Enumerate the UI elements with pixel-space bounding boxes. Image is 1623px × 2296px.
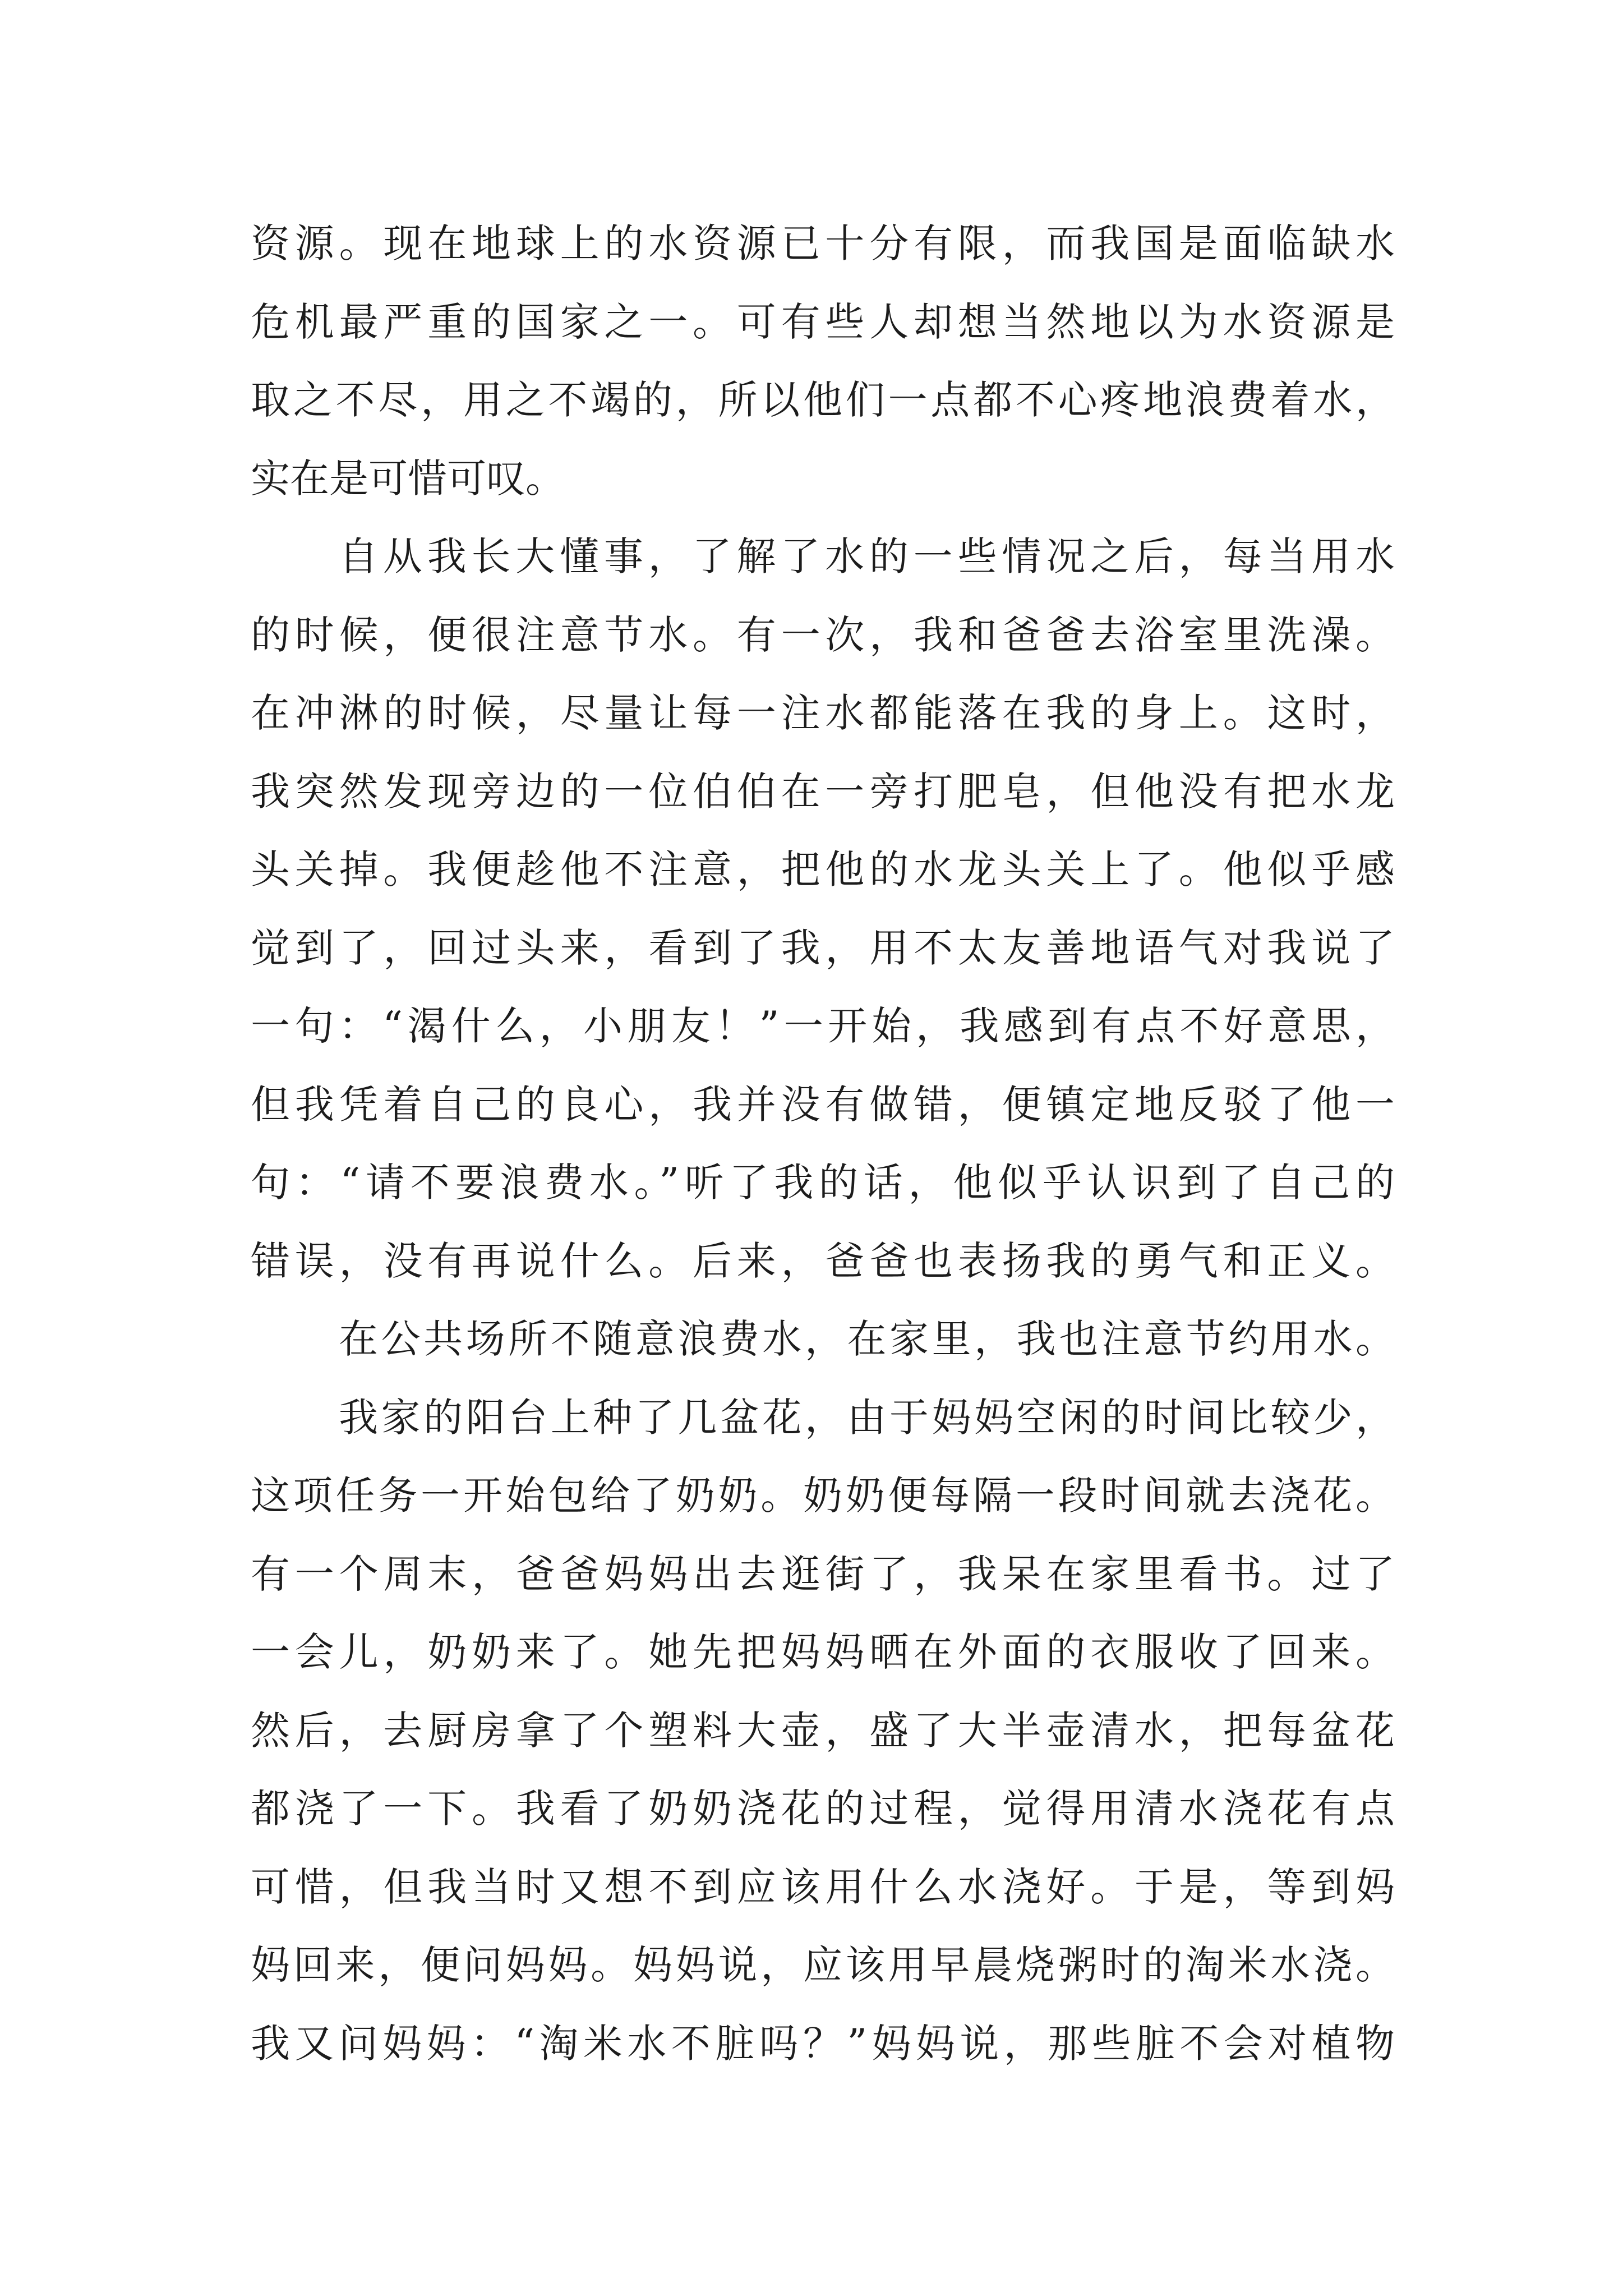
text-line: 在冲淋的时候，尽量让每一注水都能落在我的身上。这时， (251, 690, 1395, 736)
text-line: 觉到了，回过头来，看到了我，用不太友善地语气对我说了 (251, 924, 1395, 971)
text-line: 一句：“渴什么，小朋友！”一开始，我感到有点不好意思， (251, 1003, 1395, 1049)
text-line: 资源。现在地球上的水资源已十分有限，而我国是面临缺水 (251, 220, 1395, 266)
paragraph (251, 1379, 1395, 2083)
text-line: 我又问妈妈：“淘米水不脏吗？”妈妈说，那些脏不会对植物 (251, 2020, 1395, 2067)
text-line: 句：“请不要浪费水。”听了我的话，他似乎认识到了自己的 (251, 1159, 1395, 1205)
text-line: 有一个周末，爸爸妈妈出去逛街了，我呆在家里看书。过了 (251, 1550, 1395, 1597)
text-line: 可惜，但我当时又想不到应该用什么水浇好。于是，等到妈 (251, 1864, 1395, 1910)
text-line: 都浇了一下。我看了奶奶浇花的过程，觉得用清水浇花有点 (251, 1786, 1395, 1832)
text-line: 自从我长大懂事，了解了水的一些情况之后，每当用水 (339, 533, 1395, 579)
text-line: 一会儿，奶奶来了。她先把妈妈晒在外面的衣服收了回来。 (251, 1629, 1395, 1675)
paragraph (251, 1300, 1395, 1379)
paragraph (251, 518, 1395, 1300)
text-line: 危机最严重的国家之一。可有些人却想当然地以为水资源是 (251, 298, 1395, 345)
text-line: 妈回来，便问妈妈。妈妈说，应该用早晨烧粥时的淘米水浇。 (251, 1942, 1395, 1988)
document-body (251, 205, 1395, 2083)
text-line: 然后，去厨房拿了个塑料大壶，盛了大半壶清水，把每盆花 (251, 1707, 1395, 1754)
text-line: 错误，没有再说什么。后来，爸爸也表扬我的勇气和正义。 (251, 1237, 1395, 1284)
text-line: 取之不尽，用之不竭的，所以他们一点都不心疼地浪费着水， (251, 377, 1395, 423)
text-line: 头关掉。我便趁他不注意，把他的水龙头关上了。他似乎感 (251, 846, 1395, 892)
text-line: 实在是可惜可叹。 (251, 455, 565, 501)
text-line: 在公共场所不随意浪费水，在家里，我也注意节约用水。 (339, 1316, 1395, 1362)
text-line: 的时候，便很注意节水。有一次，我和爸爸去浴室里洗澡。 (251, 611, 1395, 658)
text-line: 我突然发现旁边的一位伯伯在一旁打肥皂，但他没有把水龙 (251, 768, 1395, 815)
text-line: 我家的阳台上种了几盆花，由于妈妈空闲的时间比较少， (339, 1394, 1395, 1441)
text-line: 这项任务一开始包给了奶奶。奶奶便每隔一段时间就去浇花。 (251, 1473, 1395, 1519)
text-line: 但我凭着自己的良心，我并没有做错，便镇定地反驳了他一 (251, 1081, 1395, 1128)
paragraph (251, 205, 1395, 518)
